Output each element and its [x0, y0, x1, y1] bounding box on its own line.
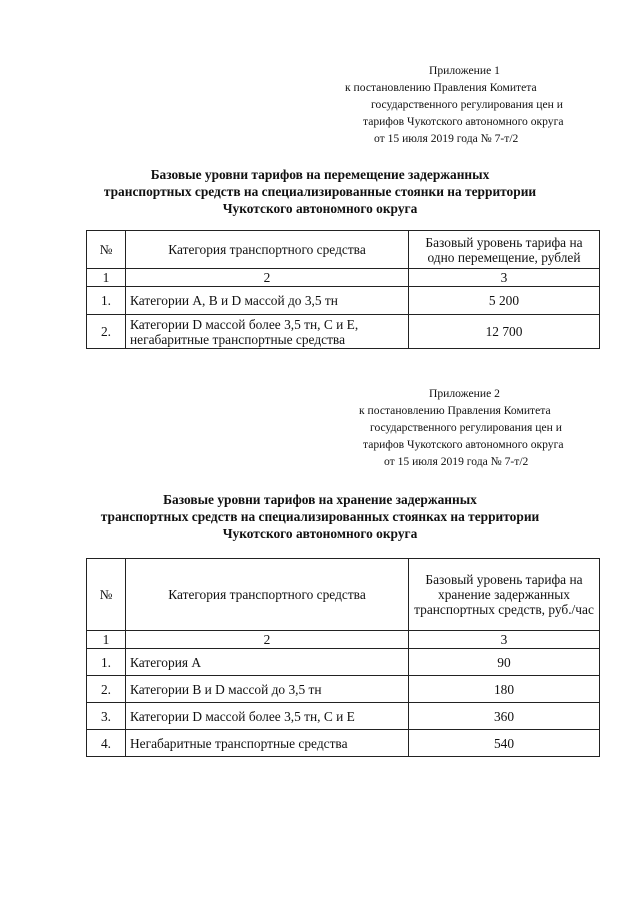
header-category: Категория транспортного средства [126, 231, 409, 269]
title-line: Базовые уровни тарифов на хранение задержанных [163, 492, 477, 507]
table-row [87, 315, 600, 349]
row-tariff: 90 [409, 649, 600, 676]
row-number: 1. [87, 649, 126, 676]
index-cell: 1 [87, 269, 126, 287]
row-number: 2. [87, 315, 126, 349]
row-number: 4. [87, 730, 126, 757]
appendix-2-line: от 15 июля 2019 года № 7-т/2 [384, 455, 529, 468]
table-header-row [87, 231, 600, 269]
table-row [87, 676, 600, 703]
table-row [87, 287, 600, 315]
appendix-1-line: государственного регулирования цен и [371, 98, 563, 111]
index-cell: 2 [126, 269, 409, 287]
tariff-table-transfer [86, 230, 600, 349]
appendix-1-line: Приложение 1 [429, 64, 500, 77]
index-cell: 2 [126, 631, 409, 649]
title-line: Чукотского автономного округа [222, 201, 418, 216]
header-tariff: Базовый уровень тарифа на одно перемещение, рублей [409, 231, 600, 269]
header-category: Категория транспортного средства [126, 559, 409, 631]
row-tariff: 12 700 [409, 315, 600, 349]
tariff-table-storage [86, 558, 600, 757]
row-category: Категории А, В и D массой до 3,5 тн [126, 287, 409, 315]
appendix-1-line: тарифов Чукотского автономного округа [363, 115, 564, 128]
appendix-1-header [0, 62, 640, 147]
row-category: Категории D массой более 3,5 тн, С и Е [126, 703, 409, 730]
title-line: транспортных средств на специализированные стоянки на территории [103, 184, 537, 199]
index-cell: 3 [409, 269, 600, 287]
table-2-title [60, 491, 580, 542]
header-number: № [87, 559, 126, 631]
appendix-2-line: государственного регулирования цен и [370, 421, 562, 434]
row-category: Негабаритные транспортные средства [126, 730, 409, 757]
appendix-2-header [0, 385, 640, 470]
appendix-2-line: к постановлению Правления Комитета [359, 404, 551, 417]
table-1-title [60, 166, 580, 217]
row-number: 1. [87, 287, 126, 315]
appendix-1-line: от 15 июля 2019 года № 7-т/2 [374, 132, 519, 145]
table-row [87, 730, 600, 757]
appendix-2-line: тарифов Чукотского автономного округа [363, 438, 564, 451]
title-line: Базовые уровни тарифов на перемещение задержанных [150, 167, 490, 182]
table-index-row [87, 269, 600, 287]
appendix-2-line: Приложение 2 [429, 387, 500, 400]
title-line: Чукотского автономного округа [222, 526, 418, 541]
row-tariff: 540 [409, 730, 600, 757]
row-tariff: 180 [409, 676, 600, 703]
row-tariff: 360 [409, 703, 600, 730]
index-cell: 3 [409, 631, 600, 649]
index-cell: 1 [87, 631, 126, 649]
table-header-row [87, 559, 600, 631]
header-tariff: Базовый уровень тарифа на хранение задержанных транспортных средств, руб./час [409, 559, 600, 631]
appendix-1-line: к постановлению Правления Комитета [345, 81, 537, 94]
row-number: 2. [87, 676, 126, 703]
row-category: Категории D массой более 3,5 тн, С и Е, негабаритные транспортные средства [126, 315, 409, 349]
row-tariff: 5 200 [409, 287, 600, 315]
row-category: Категории В и D массой до 3,5 тн [126, 676, 409, 703]
table-row [87, 703, 600, 730]
row-category: Категория А [126, 649, 409, 676]
table-index-row [87, 631, 600, 649]
table-row [87, 649, 600, 676]
row-number: 3. [87, 703, 126, 730]
title-line: транспортных средств на специализированных стоянках на территории [100, 509, 540, 524]
header-number: № [87, 231, 126, 269]
